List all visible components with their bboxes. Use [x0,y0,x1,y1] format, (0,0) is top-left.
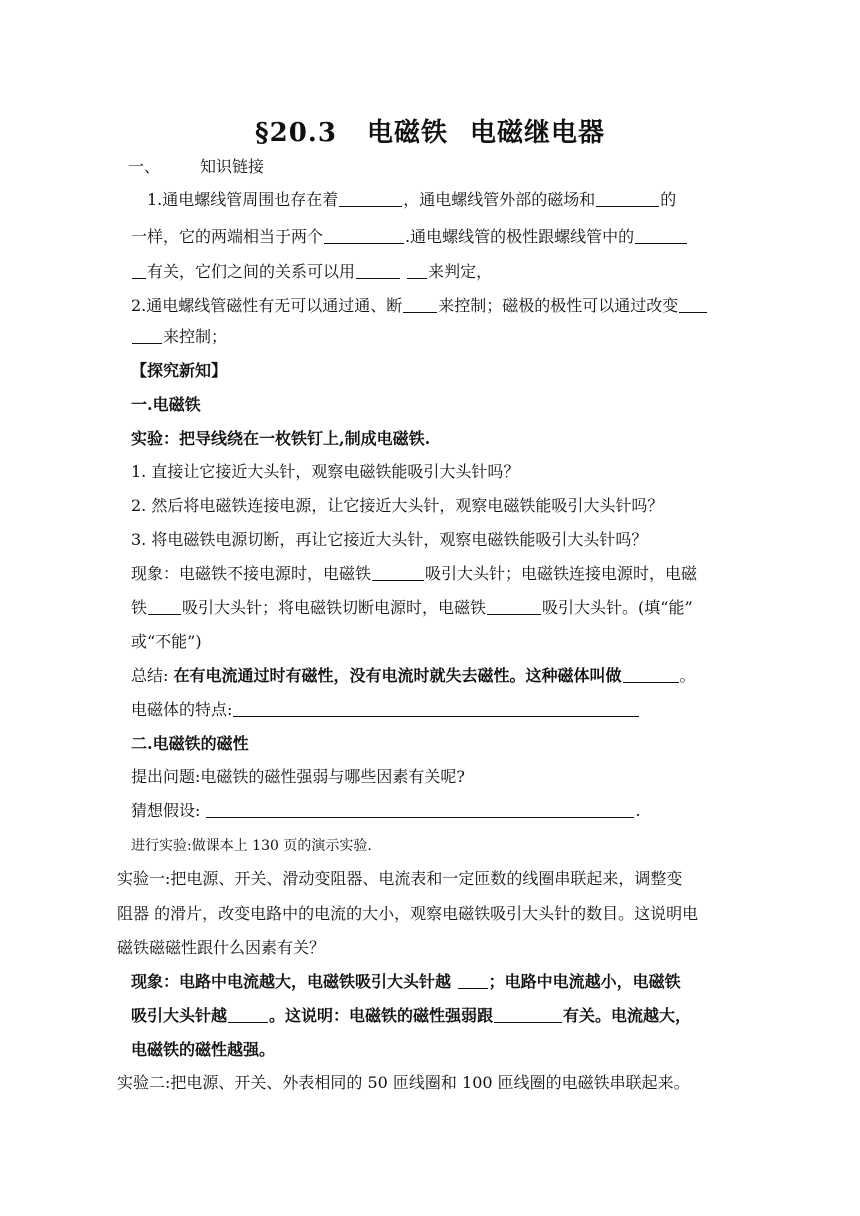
blank[interactable] [132,327,162,344]
page-title [0,112,860,149]
title-electromagnet: 电磁铁 [366,118,448,148]
result-line: 吸引大头针越 。这说明：电磁铁的磁性强弱跟 有关。电流越大， [131,1006,692,1025]
blank[interactable] [487,598,541,615]
blank[interactable] [458,972,488,989]
blank[interactable] [635,227,687,244]
title-section-number: §20.3 [255,118,337,148]
blank[interactable] [339,190,402,207]
result-line: 电磁铁的磁性越强。 [131,1040,276,1059]
paragraph-line: 有关，它们之间的关系可以用 来判定， [131,262,733,282]
phenomenon-line: 铁 吸引大头针；将电磁铁切断电源时，电磁铁 吸引大头针。(填“能” [131,598,693,617]
blank[interactable] [623,666,679,683]
blank[interactable] [596,190,659,207]
section-heading-magnetism: 二.电磁铁的磁性 [131,734,249,753]
experiment-1-line: 实验一:把电源、开关、滑动变阻器、电流表和一定匝数的线圈串联起来，调整变 [117,869,683,888]
summary-line: 总结: 在有电流通过时有磁性，没有电流时就失去磁性。这种磁体叫做 。 [131,666,696,685]
result-line: 现象：电路中电流越大，电磁铁吸引大头针越 ；电路中电流越小，电磁铁 [131,972,681,991]
blank[interactable] [403,296,437,313]
paragraph-line: 2.通电螺线管磁性有无可以通过通、断 来控制；磁极的极性可以通过改变 [131,296,733,316]
section-heading-knowledge: 一、 知识链接 [128,157,265,176]
features-line: 电磁体的特点: [131,700,733,720]
experiment-description: 实验：把导线绕在一枚铁钉上,制成电磁铁. [131,429,431,448]
question-1: 1. 直接让它接近大头针，观察电磁铁能吸引大头针吗？ [131,462,520,481]
blank[interactable] [494,1006,562,1023]
question-3: 3. 将电磁铁电源切断，再让它接近大头针，观察电磁铁能吸引大头针吗？ [131,530,648,549]
blank[interactable] [372,564,424,581]
experiment-1-line: 阻器 的滑片，改变电路中的电流的大小，观察电磁铁吸引大头针的数目。这说明电 [117,904,699,923]
experiment-2-line: 实验二:把电源、开关、外表相同的 50 匝线圈和 100 匝线圈的电磁铁串联起来。 [117,1073,690,1092]
paragraph-line: 来控制； [131,327,733,347]
blank[interactable] [356,262,400,279]
blank[interactable] [132,262,146,279]
paragraph-line: 一样，它的两端相当于两个 .通电螺线管的极性跟螺线管中的 [131,227,733,247]
paragraph-line: 1.通电螺线管周围也存在着 ，通电螺线管外部的磁场和 的 [147,190,677,209]
experiment-1-line: 磁铁磁磁性跟什么因素有关？ [117,938,326,957]
hypothesis-line: 猜想假设: . [131,801,641,820]
blank[interactable] [228,1006,268,1023]
blank[interactable] [407,262,427,279]
explore-heading: 【探究新知】 [131,361,228,380]
phenomenon-line: 或“不能”) [131,632,202,651]
blank[interactable] [233,700,639,717]
title-relay: 电磁继电器 [469,118,605,148]
question-2: 2. 然后将电磁铁连接电源，让它接近大头针，观察电磁铁能吸引大头针吗？ [131,496,664,515]
experiment-note: 进行实验:做课本上 130 页的演示实验. [131,838,372,854]
phenomenon-line: 现象：电磁铁不接电源时，电磁铁 吸引大头针；电磁铁连接电源时，电磁 [131,564,698,583]
ask-question-line: 提出问题:电磁铁的磁性强弱与哪些因素有关呢? [131,767,465,786]
section-heading-electromagnet: 一.电磁铁 [131,395,201,414]
blank[interactable] [148,598,181,615]
blank[interactable] [679,296,707,313]
blank[interactable] [206,801,634,818]
blank[interactable] [324,227,404,244]
